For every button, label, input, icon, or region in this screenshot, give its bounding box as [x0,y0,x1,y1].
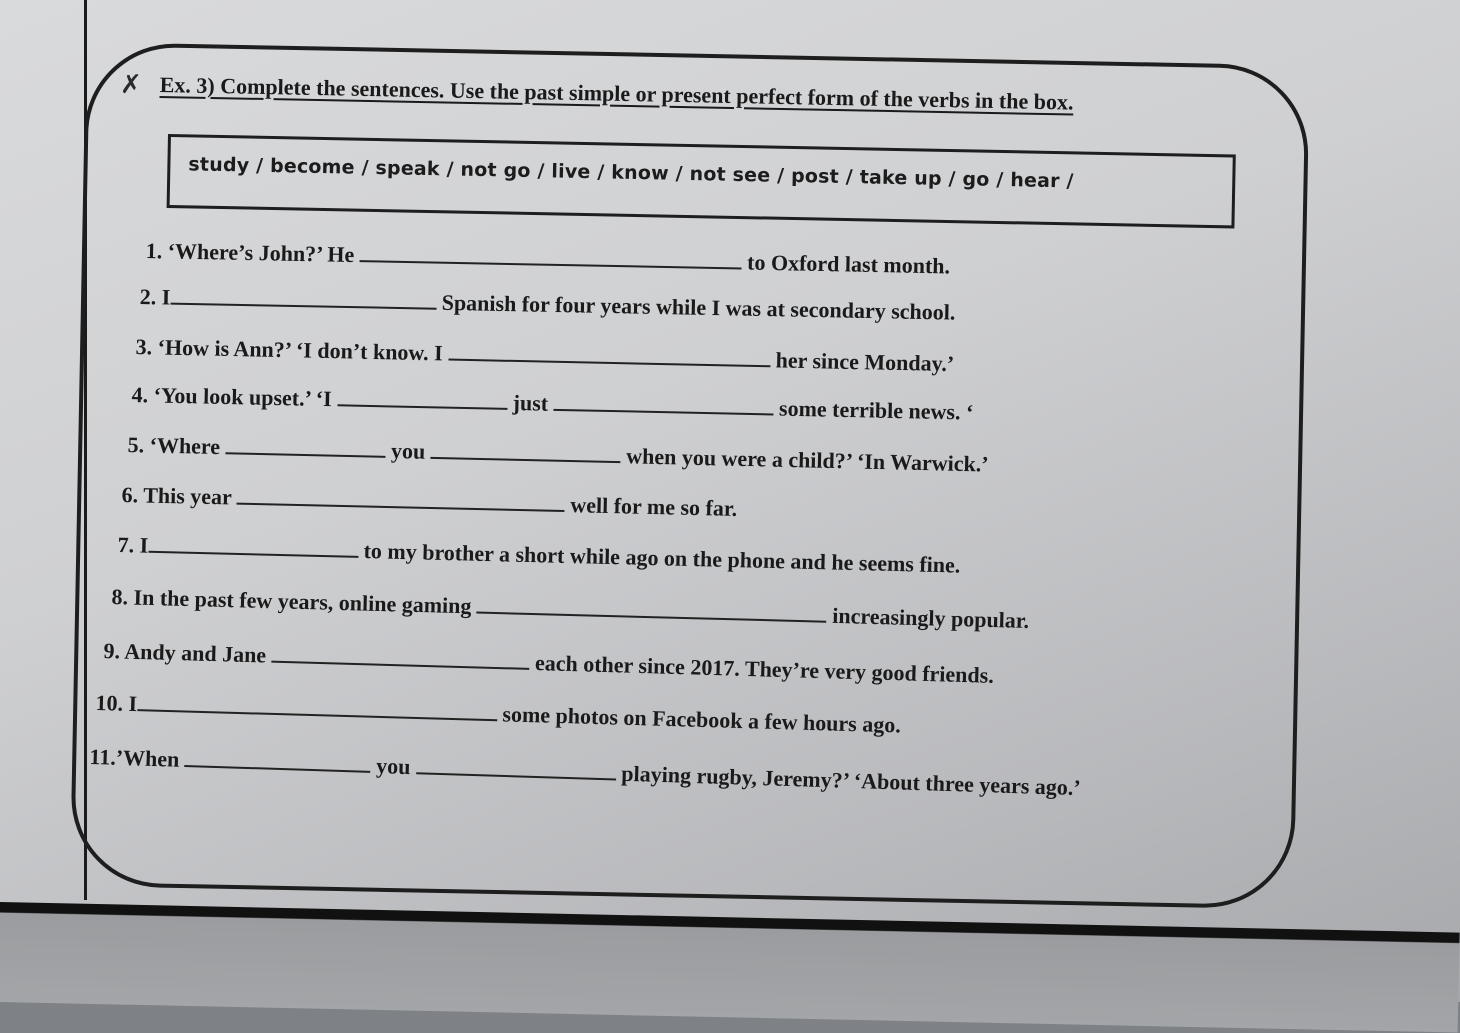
sentence-number: 3. [135,333,153,360]
sentence-text: playing rugby, Jeremy?’ ‘About three years ago.’ [620,760,1082,801]
answer-blank[interactable] [337,384,507,410]
sentence-number: 8. [111,583,129,610]
sentence-3 [135,332,954,377]
answer-blank[interactable] [360,240,742,269]
sentence-10 [95,688,901,738]
sentence-text: ‘You look upset.’ ‘I [153,382,332,412]
answer-blank[interactable] [148,531,358,558]
answer-blank[interactable] [271,641,530,670]
sentence-11 [89,742,1081,801]
sentence-text: This year [142,482,232,510]
answer-blank[interactable] [170,283,436,310]
sentence-text: some terrible news. ‘ [778,395,974,425]
answer-blank[interactable] [477,592,827,623]
sentence-text: just [512,389,549,416]
sentence-number: 4. [131,381,149,408]
answer-blank[interactable] [237,483,565,512]
sentence-text: to Oxford last month. [746,249,951,279]
sentence-text: I [139,532,149,558]
sentence-number: 11. [89,743,117,770]
sentence-number: 9. [103,637,121,664]
sentence-number: 5. [127,431,145,458]
answer-blank[interactable] [553,389,773,416]
sentence-8 [111,582,1029,634]
sentence-5 [127,430,989,478]
answer-blank[interactable] [448,339,770,368]
answer-blank[interactable] [225,432,385,458]
sentence-number: 6. [121,481,139,508]
sentence-text: some photos on Facebook a few hours ago. [502,701,902,738]
sentence-6 [121,480,737,522]
sentence-number: 10. [95,689,124,716]
sentence-text: well for me so far. [570,492,738,521]
sentence-9 [103,636,994,689]
sentence-7 [117,530,960,579]
sentence-text: ‘Where [149,432,221,460]
sentence-text: ‘How is Ann?’ ‘I don’t know. I [157,334,443,366]
sentence-number: 1. [145,237,163,264]
sentence-text: you [375,753,411,780]
sentence-text: I [161,284,171,310]
answer-blank[interactable] [431,437,621,463]
exercise-title: Ex. 3) Complete the sentences. Use the past simple or present perfect form of the verbs in the box. [159,72,1074,115]
verb-list: study / become / speak / not go / live / know / not see / post / take up / go / hear / [188,153,1074,193]
answer-blank[interactable] [185,745,372,773]
answer-blank[interactable] [137,689,497,721]
sentence-number: 7. [117,531,135,558]
sentence-text: ‘Where’s John?’ He [167,238,355,267]
sentence-2 [139,282,955,326]
sentence-text: Spanish for four years while I was at secondary school. [441,289,956,325]
sentence-text: you [390,437,426,464]
sentence-4 [131,380,973,426]
sentence-text: I [128,690,138,717]
pen-mark-icon: ✗ [120,70,142,100]
sentence-text: Andy and Jane [124,638,267,668]
sentence-text: her since Monday.’ [775,347,955,377]
answer-blank[interactable] [416,752,617,780]
sentence-1 [145,236,950,279]
sentence-text: increasingly popular. [831,602,1030,634]
sentence-number: 2. [139,283,157,310]
sentence-text: each other since 2017. They’re very good friends. [534,650,995,688]
sentence-text: when you were a child?’ ‘In Warwick.’ [625,443,989,477]
sentence-text: to my brother a short while ago on the phone and he seems fine. [363,538,961,578]
sentence-text: In the past few years, online gaming [133,584,472,619]
sentence-text: ’When [115,744,180,772]
